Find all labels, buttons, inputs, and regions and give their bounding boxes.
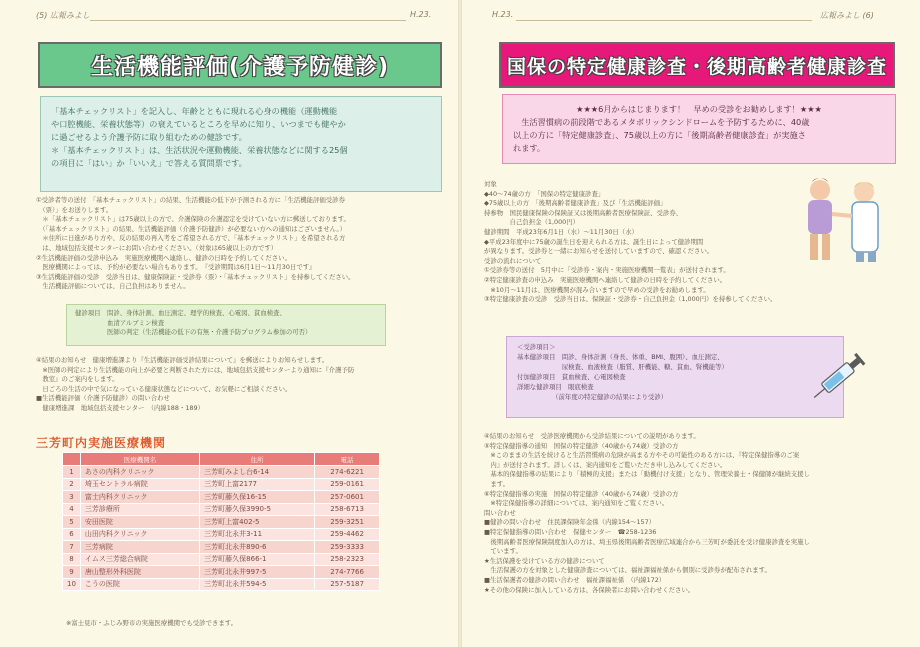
clinic-no: 3 <box>63 491 81 504</box>
patient-leg <box>822 234 830 260</box>
text-line: ◆平成23年度中に75歳の誕生日を迎えられる方は、誕生日によって健診期間 <box>484 237 704 246</box>
table-note: ※富士見市・ふじみ野市の実施医療機関でも受診できます。 <box>66 619 237 627</box>
left-header-rule <box>90 20 406 21</box>
text-line: ※特定保健指導の詳細については、案内通知をご覧ください。 <box>484 499 669 508</box>
text-line: ①受診券等の送付 5月中に「受診券・案内・実施医療機関一覧表」が送付されます。 <box>484 266 730 275</box>
box-line: 基本健診項目 問診、身体計測（身長、体重、BMI、腹囲）、血圧測定、 <box>517 353 724 361</box>
text-line: ②特定健康診査の申込み 実施医療機関へ連絡して健診の日時を予約してください。 <box>484 275 727 284</box>
checkup-items-box <box>506 336 844 418</box>
syringe-icon <box>810 346 872 404</box>
table-row <box>63 516 380 529</box>
text-line: ＊住所に日進があり方や、反の結果の再入考をご希望される方で、「基本チェックリスト」を希望される方 <box>36 234 346 243</box>
clinic-name: 三芳病院 <box>80 541 199 554</box>
left-procedure-text <box>36 196 355 292</box>
text-line: （「基本チェックリスト」の結果、生活機能評価（介護予防健診）が必要ない方への通知はございません。） <box>36 224 346 233</box>
text-line: ③特定健康診査の受診 受診当日は、保険証・受診券・自己負担金（1,000円）を持参してください。 <box>484 295 777 304</box>
clinic-address: 三芳町みよし台6-14 <box>200 466 315 479</box>
doctor-patient-illustration <box>790 172 894 264</box>
text-line: ■健診の問い合わせ 住民課保険年金係（内線154〜157） <box>484 518 656 527</box>
intro-line: ＊「基本チェックリスト」は、生活状況や運動機能、栄養状態などに関する25個 <box>51 145 348 155</box>
text-line: ①受診者等の送付 「基本チェックリスト」の結果、生活機能の低下が予測される方に「生活機能評価受診券 <box>36 196 345 204</box>
text-line: ■生活保護者の健診の問い合わせ 福祉課福祉係 （内線172） <box>484 575 666 584</box>
text-line: 内』が送付されます。詳しくは、案内通知をご覧いただき申し込みしてください。 <box>484 460 727 469</box>
clinic-tel: 258-2323 <box>315 553 380 566</box>
clinic-tel: 257-0601 <box>315 491 380 504</box>
right-page <box>460 0 920 647</box>
clinic-name: 唐山整形外科医院 <box>80 566 199 579</box>
intro-line: に過ごせるよう介護予防に取り組むための健診です。 <box>51 132 247 142</box>
clinic-address: 三芳町北永井890-6 <box>200 541 315 554</box>
doctor-arm <box>832 214 852 216</box>
intro-line: や口腔機能、栄養状態等）の衰えているところを早めに知り、いつまでも健やか <box>51 119 346 129</box>
patient-head <box>810 180 830 200</box>
table-row <box>63 491 380 504</box>
text-line: ■生活機能評価（介護予防健診）の問い合わせ <box>36 394 170 403</box>
intro-line: ★★★6月からはじまります！ 早めの受診をお勧めします！★★★ <box>576 104 822 114</box>
table-row <box>63 541 380 554</box>
intro-line: 「基本チェックリスト」を記入し、年齢とともに現れる心身の機能（運動機能 <box>51 106 338 116</box>
clinic-no: 8 <box>63 553 81 566</box>
clinic-name: イムス三芳総合病院 <box>80 553 199 566</box>
intro-line: の項目に「はい」か「いいえ」で答える質問票です。 <box>51 158 247 168</box>
checkup-line: 血清アルブミン検査 <box>75 318 165 327</box>
intro-line: 以上の方に「特定健康診査」、75歳以上の方に「後期高齢者健康診査」が実施さ <box>513 130 806 140</box>
left-intro-box <box>40 96 442 192</box>
text-line: 健康増進課 地域包括支援センター （内線188・189） <box>36 403 204 412</box>
clinic-tel: 259-4462 <box>315 528 380 541</box>
clinic-tel: 274-7766 <box>315 566 380 579</box>
right-running-date: H.23. <box>492 10 514 19</box>
text-line: ■特定保健指導の問い合わせ 保健センター ☎258-1236 <box>484 527 657 536</box>
col-address: 住所 <box>200 453 315 466</box>
clinic-tel: 257-5187 <box>315 578 380 591</box>
clinic-name: 埼玉セントラル病院 <box>80 478 199 491</box>
table-header-row <box>63 453 380 466</box>
clinic-no: 7 <box>63 541 81 554</box>
left-results-text <box>36 356 354 414</box>
checkup-line: 医師の判定（生活機能の低下の有無・介護予防プログラム参加の可否） <box>75 328 312 337</box>
doctor-leg <box>856 252 864 262</box>
table-row <box>63 466 380 479</box>
clinic-no: 10 <box>63 578 81 591</box>
right-intro-box <box>502 94 896 164</box>
text-line: ④結果のお知らせ 受診医療機関から受診結果についての説明があります。 <box>484 432 700 440</box>
text-line: ★その他の保険に加入している方は、各保険者にお問い合わせください。 <box>484 585 695 594</box>
col-no <box>63 453 81 466</box>
text-line: ＊「基本チェックリスト」は75歳以上の方で、介護保険の介護認定を受けていない方に郵送しております。 <box>36 215 350 224</box>
left-running-head: (5) 広報みよし <box>36 11 90 20</box>
clinic-address: 三芳町北永井594-5 <box>200 578 315 591</box>
clinic-name: あさの内科クリニック <box>80 466 199 479</box>
table-row <box>63 528 380 541</box>
clinic-name: こうの医院 <box>80 578 199 591</box>
table-row <box>63 553 380 566</box>
clinic-no: 2 <box>63 478 81 491</box>
col-tel: 電話 <box>315 453 380 466</box>
text-line: 教室』のご案内をします。 <box>36 375 119 384</box>
text-line: は、地域包括支援センターにお問い合わせください。（対象は65歳以上の方です） <box>36 243 278 252</box>
col-name: 医療機関名 <box>80 453 199 466</box>
table-row <box>63 503 380 516</box>
clinic-tel: 259-3333 <box>315 541 380 554</box>
clinic-no: 6 <box>63 528 81 541</box>
clinic-no: 9 <box>63 566 81 579</box>
clinic-name: 山田内科クリニック <box>80 528 199 541</box>
text-line: ※医師の判定により生活機能の向上が必要と判断された方には、地域包括支援センターより通知に『介護予防 <box>36 365 355 374</box>
text-line: 生活保護の方を対象とした健康診査については、福祉課福祉係から個別に受診券が配布されます。 <box>484 566 771 575</box>
text-line: ◆75歳以上の方 「後期高齢者健康診査」及び「生活機能評価」 <box>484 199 667 208</box>
right-followup-text <box>484 432 810 595</box>
text-line: 医療機関によっては、予約が必要ない場合もあります。 『受診期間は6月1日〜11月30日です』 <box>36 263 316 272</box>
patient-body <box>808 200 832 234</box>
table-row <box>63 478 380 491</box>
clinic-tel: 259-3251 <box>315 516 380 529</box>
box-line: 詳細な健診項目 眼底検査 <box>517 383 594 391</box>
clinics-table <box>62 452 380 591</box>
doctor-coat <box>852 202 878 252</box>
clinic-no: 5 <box>63 516 81 529</box>
clinic-tel: 258-6713 <box>315 503 380 516</box>
text-line: 健診期間 平成23年6月1日（水）〜11月30日（水） <box>484 227 638 236</box>
checkup-line: 健診項目 問診、身体計測、血圧測定、理学的検査、心電図、貧血検査、 <box>75 309 286 317</box>
right-procedure-text <box>484 180 776 305</box>
left-running-date: H.23. <box>410 10 432 19</box>
text-line: ています。 <box>484 547 522 556</box>
clinic-tel: 274-6221 <box>315 466 380 479</box>
syringe-needle <box>814 388 825 397</box>
text-line: 対象 <box>484 180 497 188</box>
table-row <box>63 578 380 591</box>
text-line: ②生活機能評価の受診申込み 実施医療機関へ連絡し、健診の日時を予約してください。 <box>36 253 291 262</box>
text-line: が異なります。受診券と一緒にお知らせを送付していますので、確認ください。 <box>484 247 714 256</box>
text-line: 自己負担金（1,000円） <box>484 218 579 227</box>
clinic-address: 三芳町上富2177 <box>200 478 315 491</box>
right-page-title: 国保の特定健康診査・後期高齢者健康診査 <box>499 42 895 88</box>
text-line: ④結果のお知らせ 健康増進課より『生活機能評価受診結果について』を郵送によりお知らせします。 <box>36 356 329 364</box>
text-line: 持参物 国民健康保険の保険証又は後期高齢者医療保険証、受診券、 <box>484 208 683 217</box>
text-line: ⑤特定保健指導の通知 国保の特定健診（40歳から74歳）受診の方 <box>484 441 679 450</box>
clinic-address: 三芳町藤久保16-15 <box>200 491 315 504</box>
clinic-tel: 259-0161 <box>315 478 380 491</box>
text-line: ★生活保護を受けている方の健診について <box>484 556 605 565</box>
box-line: 付加健診項目 貧血検査、心電図検査 <box>517 373 626 381</box>
clinic-name: 三芳診療所 <box>80 503 199 516</box>
right-running-head: 広報みよし (6) <box>820 11 874 20</box>
checkup-items-box <box>66 304 386 346</box>
clinic-no: 1 <box>63 466 81 479</box>
table-row <box>63 566 380 579</box>
text-line: ③生活機能評価の受診 受診当日は、健康保険証・受診券（票）・「基本チェックリスト」を持参してください。 <box>36 272 355 281</box>
text-line: 受診の流れについて <box>484 256 542 265</box>
doctor-head <box>854 182 874 202</box>
text-line: ⑥特定保健指導の実施 国保の特定健診（40歳から74歳）受診の方 <box>484 489 679 498</box>
text-line: 基本的保健指導の結果により「積極的支援」または「動機付け支援」となり、管理栄養士・保健師が継続支援し <box>484 470 810 479</box>
clinic-name: 富士内科クリニック <box>80 491 199 504</box>
clinic-address: 三芳町藤久保866-1 <box>200 553 315 566</box>
clinic-address: 三芳町藤久保3990-5 <box>200 503 315 516</box>
clinic-no: 4 <box>63 503 81 516</box>
text-line: 問い合わせ <box>484 508 516 517</box>
box-line: （前年度の特定健診の結果により受診） <box>517 393 668 401</box>
text-line: 生活機能評価については、自己負担はありません。 <box>36 282 190 291</box>
text-line: （票）」をお送りします。 <box>36 205 113 214</box>
patient-leg <box>810 234 818 260</box>
box-line: 尿検査、血液検査（脂質、肝機能、糖、貧血、腎機能等） <box>517 363 728 371</box>
intro-line: 生活習慣病の前段階であるメタボリックシンドロームを予防するために、40歳 <box>513 117 810 127</box>
clinic-address: 三芳町上富402-5 <box>200 516 315 529</box>
right-header-rule <box>516 20 812 21</box>
text-line: ※10月〜11月は、医療機関が混み合いますので早めの受診をお勧めします。 <box>484 285 710 294</box>
clinics-section-title: 三芳町内実施医療機関 <box>36 436 167 450</box>
clinic-address: 三芳町北永井997-5 <box>200 566 315 579</box>
text-line: ◆40〜74歳の方 「国保の特定健康診査」 <box>484 189 605 198</box>
doctor-leg <box>868 252 876 262</box>
text-line: 日ごろの生活の中で気になっている健康状態などについて、お気軽にご相談ください。 <box>36 384 292 393</box>
left-page-title: 生活機能評価(介護予防健診) <box>38 42 442 88</box>
text-line: 後期高齢者医療保険制度加入の方は、埼玉県後期高齢者医療広域連合から三芳町が委託を受け健康診査を実施し <box>484 537 810 546</box>
box-title: ＜受診項目＞ <box>517 343 556 351</box>
intro-line: れます。 <box>513 143 546 153</box>
clinic-address: 三芳町北永井3-11 <box>200 528 315 541</box>
text-line: ※このままの生活を続けると生活習慣病の危険が高まる方やその可能性のある方には、『特定保健指導のご案 <box>484 451 800 460</box>
clinic-name: 安田医院 <box>80 516 199 529</box>
text-line: ます。 <box>484 479 510 488</box>
